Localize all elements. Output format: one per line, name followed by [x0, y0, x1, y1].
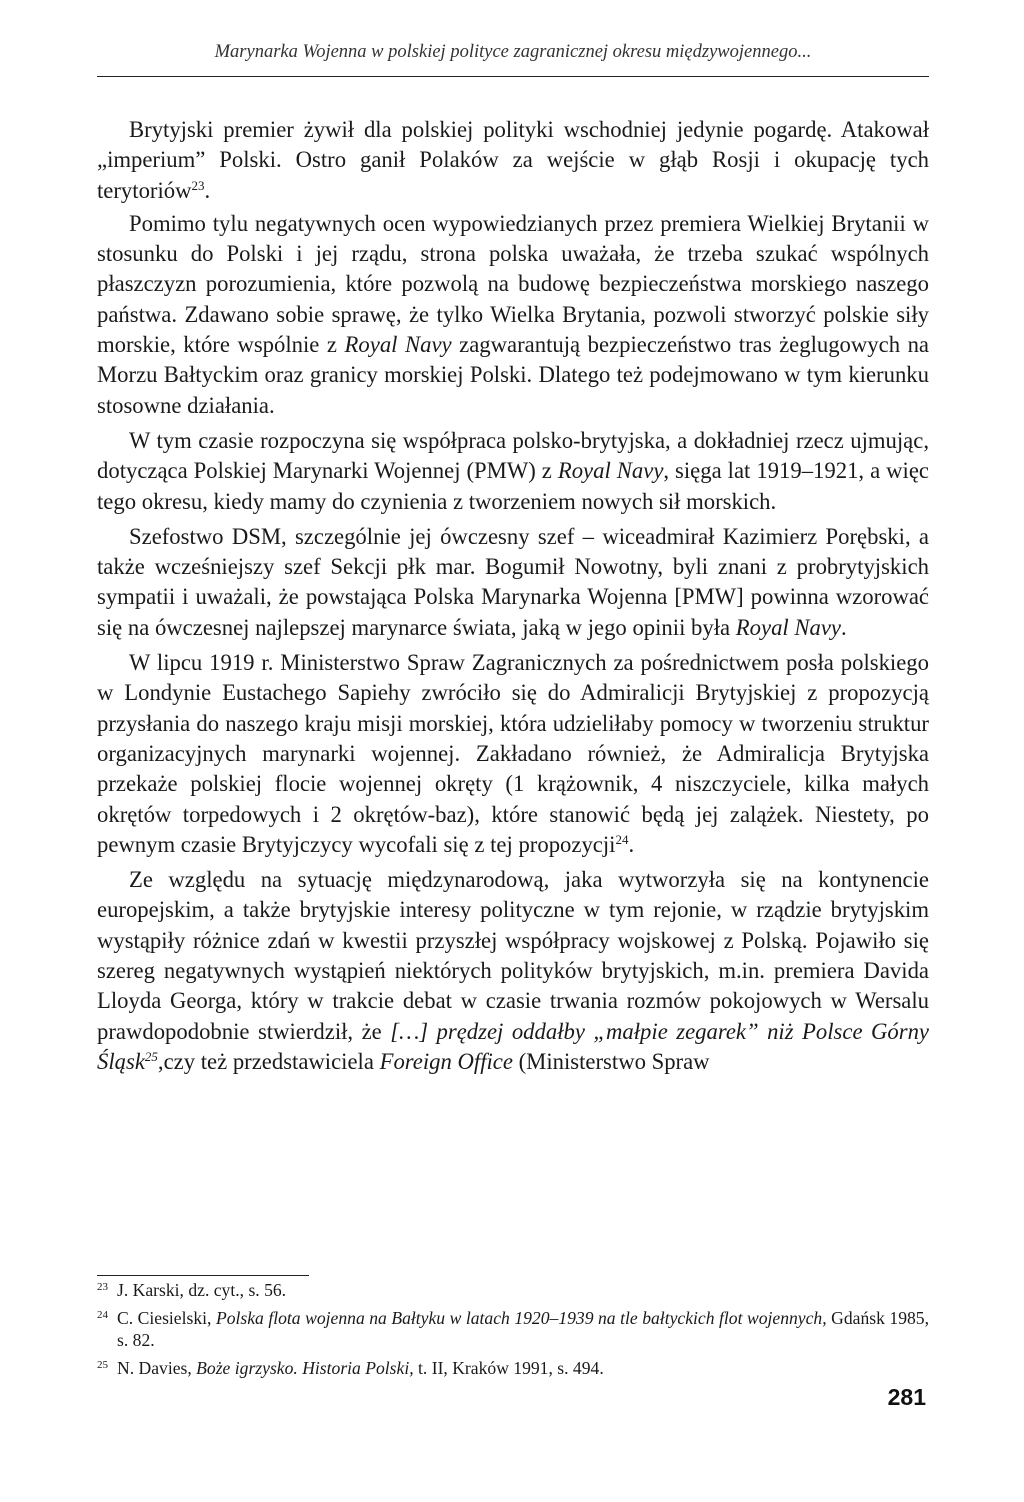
text-run: Brytyjski premier żywił dla polskiej polityki wschodniej jedynie pogardę. Atakował „imperium” Polski. Ostro ganił Polaków za wejście w głąb Rosji i okupację tych terytoriów — [97, 117, 929, 203]
footnote: $^{24}$ C. Ciesielski, Polska flota wojenna na Bałtyku w latach 1920–1939 na tle bałtyckich flot wojennych, Gdańsk 1985, s. 82. — [97, 1307, 929, 1350]
text-run: W tym czasie rozpoczyna się współpraca polsko-brytyjska, a dokładniej rzecz ujmując, dotycząca Polskiej Marynarki Wojennej (PMW) z — [97, 427, 929, 484]
text-run: . — [841, 614, 847, 640]
book-page — [97, 0, 929, 1502]
text-run: (Ministerstwo Spraw — [512, 1048, 710, 1074]
paragraph — [97, 522, 929, 643]
text-run: . — [628, 831, 635, 857]
text-run: Pomimo tylu negatywnych ocen wypowiedzianych przez premiera Wielkiej Brytanii w stosunku do Polski i jej rządu, strona polska uważała, że trzeba szukać wspólnych płaszczyzn porozumienia, które pozwolą na budowę bezpieczeństwa morskiego naszego państwa. Zdawano sobie sprawę, że tylko Wielka Brytania, pozwoli stworzyć polskie siły morskie, które wspólnie z — [97, 210, 929, 358]
italic-text: Foreign Office — [379, 1048, 513, 1074]
footnote-ref: 23 — [191, 177, 205, 193]
text-run: ,czy też przedstawiciela — [157, 1048, 380, 1074]
footnote-separator — [97, 1275, 309, 1276]
text-run: Ze względu na sytuację międzynarodową, jaka wytworzyła się na kontynencie europejskim, a także brytyjskie interesy polityczne w tym rejonie, w rządzie brytyjskim wystąpiły różnice zdań w kwestii przyszłej współpracy wojskowej z Polską. Pojawiło się szereg negatywnych wystąpień niektórych polityków brytyjskich, m.in. premiera Davida Lloyda Georga, który w trakcie debat w czasie trwania rozmów pokojowych w Wersalu prawdopodobnie stwierdził, że — [97, 867, 929, 1044]
text-run: Gdańsk 1985, s. 82. — [117, 1307, 929, 1350]
header-rule — [97, 76, 929, 77]
footnotes — [97, 1279, 929, 1384]
text-run: W lipcu 1919 r. Ministerstwo Spraw Zagranicznych za pośrednictwem posła polskiego w Londynie Eustachego Sapiehy zwróciło się do Admiralicji Brytyjskiej z propozycją przysłania do naszego kraju misji morskiej, która udzieliłaby pomocy w tworzeniu struktur organizacyjnych marynarki wojennej. Zakładano również, że Admiralicja Brytyjska przekaże polskiej flocie wojennej okręty (1 krążownik, 4 niszczyciele, kilka małych okrętów torpedowych i 2 okrętów-baz), które stanowić będą jej zalążek. Niestety, po pewnym czasie Brytyjczycy wycofali się z tej propozycji — [97, 650, 929, 857]
italic-text: Boże igrzysko. Historia Polski, — [196, 1357, 414, 1378]
text-run: t. II, Kraków 1991, s. 494. — [413, 1357, 604, 1378]
paragraph — [97, 115, 929, 206]
footnote-ref: 25 — [144, 1048, 158, 1064]
italic-text: Royal Navy — [735, 614, 842, 640]
text-run: zagwarantują bezpieczeństwo tras żeglugowych na Morzu Bałtyckim oraz granicy morskiej Polski. Dlatego też podejmowano w tym kierunku stosowne działania. — [97, 332, 929, 418]
text-run: . — [204, 177, 211, 203]
footnote: $^{23}$ J. Karski, dz. cyt., s. 56. — [97, 1280, 287, 1300]
footnote-ref: 24 — [615, 831, 629, 847]
italic-text: Polska flota wojenna na Bałtyku w latach 1920–1939 na tle bałtyckich flot wojennych, — [215, 1307, 827, 1328]
text-run: C. Ciesielski, — [117, 1307, 216, 1328]
running-head: Marynarka Wojenna w polskiej polityce zagranicznej okresu międzywojennego... — [214, 42, 812, 62]
body-text — [97, 115, 929, 1082]
text-run: N. Davies, — [117, 1357, 197, 1378]
italic-text: Royal Navy — [344, 332, 452, 358]
paragraph — [97, 426, 929, 517]
paragraph — [97, 648, 929, 860]
page-number: 281 — [887, 1384, 926, 1410]
italic-text: […] prędzej oddałby „małpie zegarek” niż Polsce Górny Śląsk — [97, 1018, 929, 1074]
paragraph — [97, 209, 929, 421]
italic-text: Royal Navy — [557, 458, 664, 484]
paragraph — [97, 865, 929, 1077]
footnote: $^{25}$ N. Davies, Boże igrzysko. Historia Polski, t. II, Kraków 1991, s. 494. — [97, 1357, 604, 1378]
text-run: J. Karski, dz. cyt., s. 56. — [117, 1280, 287, 1300]
text-run: Szefostwo DSM, szczególnie jej ówczesny szef – wiceadmirał Kazimierz Porębski, a także wcześniejszy szef Sekcji płk mar. Bogumił Nowotny, byli znani z probrytyjskich sympatii i uważali, że powstająca Polska Marynarka Wojenna [PMW] powinna wzorować się na ówczesnej najlepszej marynarce świata, jaką w jego opinii była — [97, 523, 929, 640]
text-run: , sięga lat 1919–1921, a więc tego okresu, kiedy mamy do czynienia z tworzeniem nowych sił morskich. — [97, 458, 929, 514]
